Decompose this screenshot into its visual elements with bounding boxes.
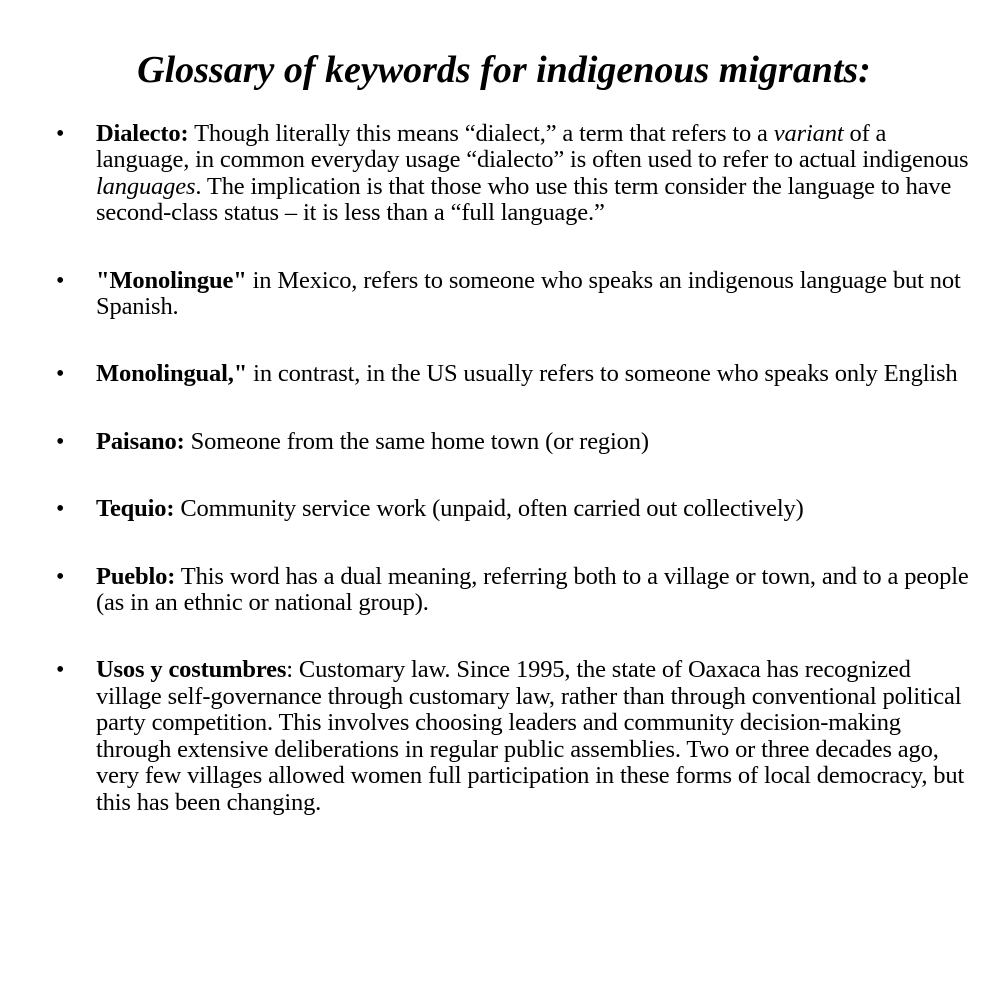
glossary-term: Pueblo: <box>96 562 176 590</box>
bullet-icon: • <box>56 563 65 590</box>
glossary-definition: Though literally this means “dialect,” a term that refers to a <box>188 120 774 147</box>
bullet-icon: • <box>56 267 65 294</box>
glossary-definition: in contrast, in the US usually refers to someone who speaks only English <box>247 360 958 388</box>
glossary-definition: of a language, in common everyday usage “dialecto” is often used to refer to actual indigenous <box>96 120 969 174</box>
glossary-term: Paisano: <box>96 427 185 455</box>
glossary-term: Usos y costumbres <box>96 656 287 684</box>
bullet-icon: • <box>56 496 65 523</box>
page-title: Glossary of keywords for indigenous migrants: <box>137 49 871 91</box>
glossary-term: Tequio: <box>96 495 175 523</box>
glossary-entry-pueblo <box>56 562 976 617</box>
glossary-definition: Someone from the same home town (or region) <box>184 427 649 455</box>
bullet-icon: • <box>56 657 65 684</box>
glossary-term: Dialecto: <box>96 120 189 147</box>
glossary-definition: Community service work (unpaid, often carried out collectively) <box>174 495 804 523</box>
glossary-definition: : Customary law. Since 1995, the state of Oaxaca has recognized village self-governance through customary law, rather than through conventional political party competition. This involves choosing leaders and community decision-making through extensive deliberations in regular public assemblies. Two or three decades ago, very few villages allowed women full participation in these forms of local democracy, but this has been changing. <box>96 656 965 816</box>
glossary-term: "Monolingue" <box>96 266 247 294</box>
emphasis-languages: languages <box>96 172 196 200</box>
bullet-icon: • <box>56 121 65 147</box>
glossary-definition: This word has a dual meaning, referring both to a village or town, and to a people (as in an ethnic or national group). <box>96 562 969 617</box>
glossary-definition: . The implication is that those who use this term consider the language to have second-class status – it is less than a “full language.” <box>96 172 952 227</box>
glossary-term: Monolingual," <box>96 360 248 388</box>
glossary-list <box>56 120 976 857</box>
glossary-entry-tequio <box>56 495 976 523</box>
emphasis-variant: variant <box>773 120 844 147</box>
bullet-icon: • <box>56 361 65 388</box>
bullet-icon: • <box>56 428 65 455</box>
glossary-entry-monolingue <box>56 266 976 321</box>
glossary-entry-usos-y-costumbres <box>56 656 976 816</box>
glossary-entry-dialecto <box>56 120 976 227</box>
glossary-entry-monolingual <box>56 360 976 388</box>
glossary-definition: in Mexico, refers to someone who speaks an indigenous language but not Spanish. <box>96 266 961 321</box>
glossary-entry-paisano <box>56 427 976 455</box>
